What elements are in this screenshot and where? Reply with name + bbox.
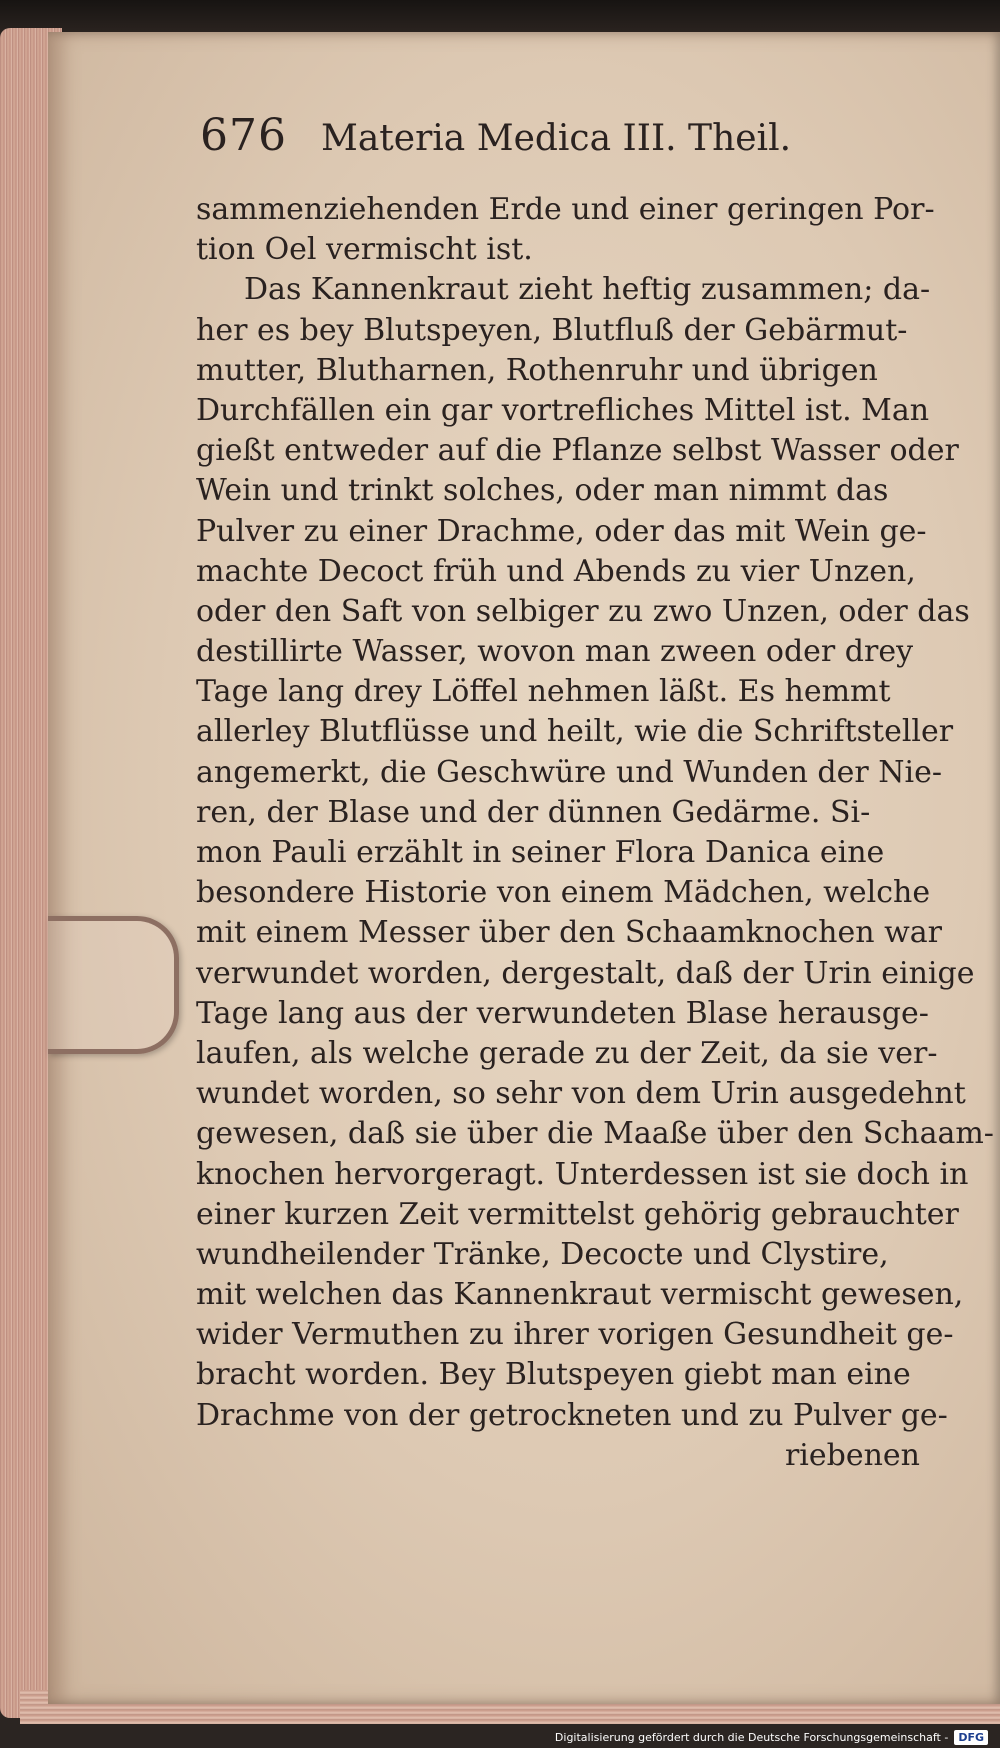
text-line: wundheilender Tränke, Decocte und Clystire, — [196, 1236, 889, 1272]
text-line: laufen, als welche gerade zu der Zeit, da sie ver- — [196, 1035, 938, 1071]
text-line: wundet worden, so sehr von dem Urin ausgedehnt — [196, 1076, 966, 1112]
text-line: destillirte Wasser, wovon man zween oder drey — [196, 634, 914, 670]
running-title: Materia Medica III. Theil. — [320, 118, 792, 159]
text-line: tion Oel vermischt ist. — [196, 232, 533, 268]
text-line: gießt entweder auf die Pflanze selbst Wasser oder — [196, 433, 959, 469]
paper-clip — [48, 916, 179, 1054]
text-line: ren, der Blase und der dünnen Gedärme. Si- — [196, 794, 871, 830]
text-line: gewesen, daß sie über die Maaße über den Schaam- — [196, 1116, 994, 1152]
text-line: angemerkt, die Geschwüre und Wunden der Nie- — [196, 754, 943, 790]
text-line: einer kurzen Zeit vermittelst gehörig gebrauchter — [196, 1196, 959, 1232]
text-line: mit einem Messer über den Schaamknochen war — [196, 915, 943, 951]
text-line: allerley Blutflüsse und heilt, wie die Schriftsteller — [196, 714, 954, 750]
text-line: bracht worden. Bey Blutspeyen giebt man eine — [196, 1357, 911, 1393]
text-line: mon Pauli erzählt in seiner Flora Danica eine — [196, 835, 885, 870]
text-line: Tage lang drey Löffel nehmen läßt. Es hemmt — [196, 674, 891, 710]
text-line: knochen hervorgeragt. Unterdessen ist sie doch in — [196, 1156, 969, 1192]
text-line: Durchfällen ein gar vortrefliches Mittel ist. Man — [196, 392, 930, 428]
dfg-logo: DFG — [954, 1730, 988, 1745]
text-line: Drachme von der getrockneten und zu Pulver ge- — [196, 1397, 948, 1433]
text-line: Das Kannenkraut zieht heftig zusammen; da- — [244, 272, 931, 308]
text-line: wider Vermuthen zu ihrer vorigen Gesundheit ge- — [196, 1317, 954, 1353]
text-line: Wein und trinkt solches, oder man nimmt das — [196, 473, 889, 509]
text-line: verwundet worden, dergestalt, daß der Urin einige — [196, 955, 975, 991]
text-line: sammenziehenden Erde und einer geringen Por- — [196, 192, 935, 227]
text-line: Tage lang aus der verwundeten Blase herausge- — [196, 995, 929, 1031]
text-line: mit welchen das Kannenkraut vermischt gewesen, — [196, 1277, 964, 1313]
text-line: mutter, Blutharnen, Rothenruhr und übrigen — [196, 352, 878, 388]
text-line: her es bey Blutspeyen, Blutfluß der Gebärmut- — [196, 312, 908, 348]
credit-text: Digitalisierung gefördert durch die Deutsche Forschungsgemeinschaft - — [554, 1730, 949, 1744]
body-text — [196, 190, 994, 1476]
page-number: 676 — [200, 110, 287, 161]
text-line: Pulver zu einer Drachme, oder das mit Wein ge- — [196, 513, 927, 549]
catchword: riebenen — [784, 1437, 920, 1473]
page-header — [200, 110, 791, 170]
text-line: machte Decoct früh und Abends zu vier Unzen, — [196, 553, 916, 589]
text-line: besondere Historie von einem Mädchen, welche — [196, 875, 931, 911]
text-line: oder den Saft von selbiger zu zwo Unzen, oder das — [196, 593, 970, 629]
footer-credit — [555, 1726, 988, 1748]
